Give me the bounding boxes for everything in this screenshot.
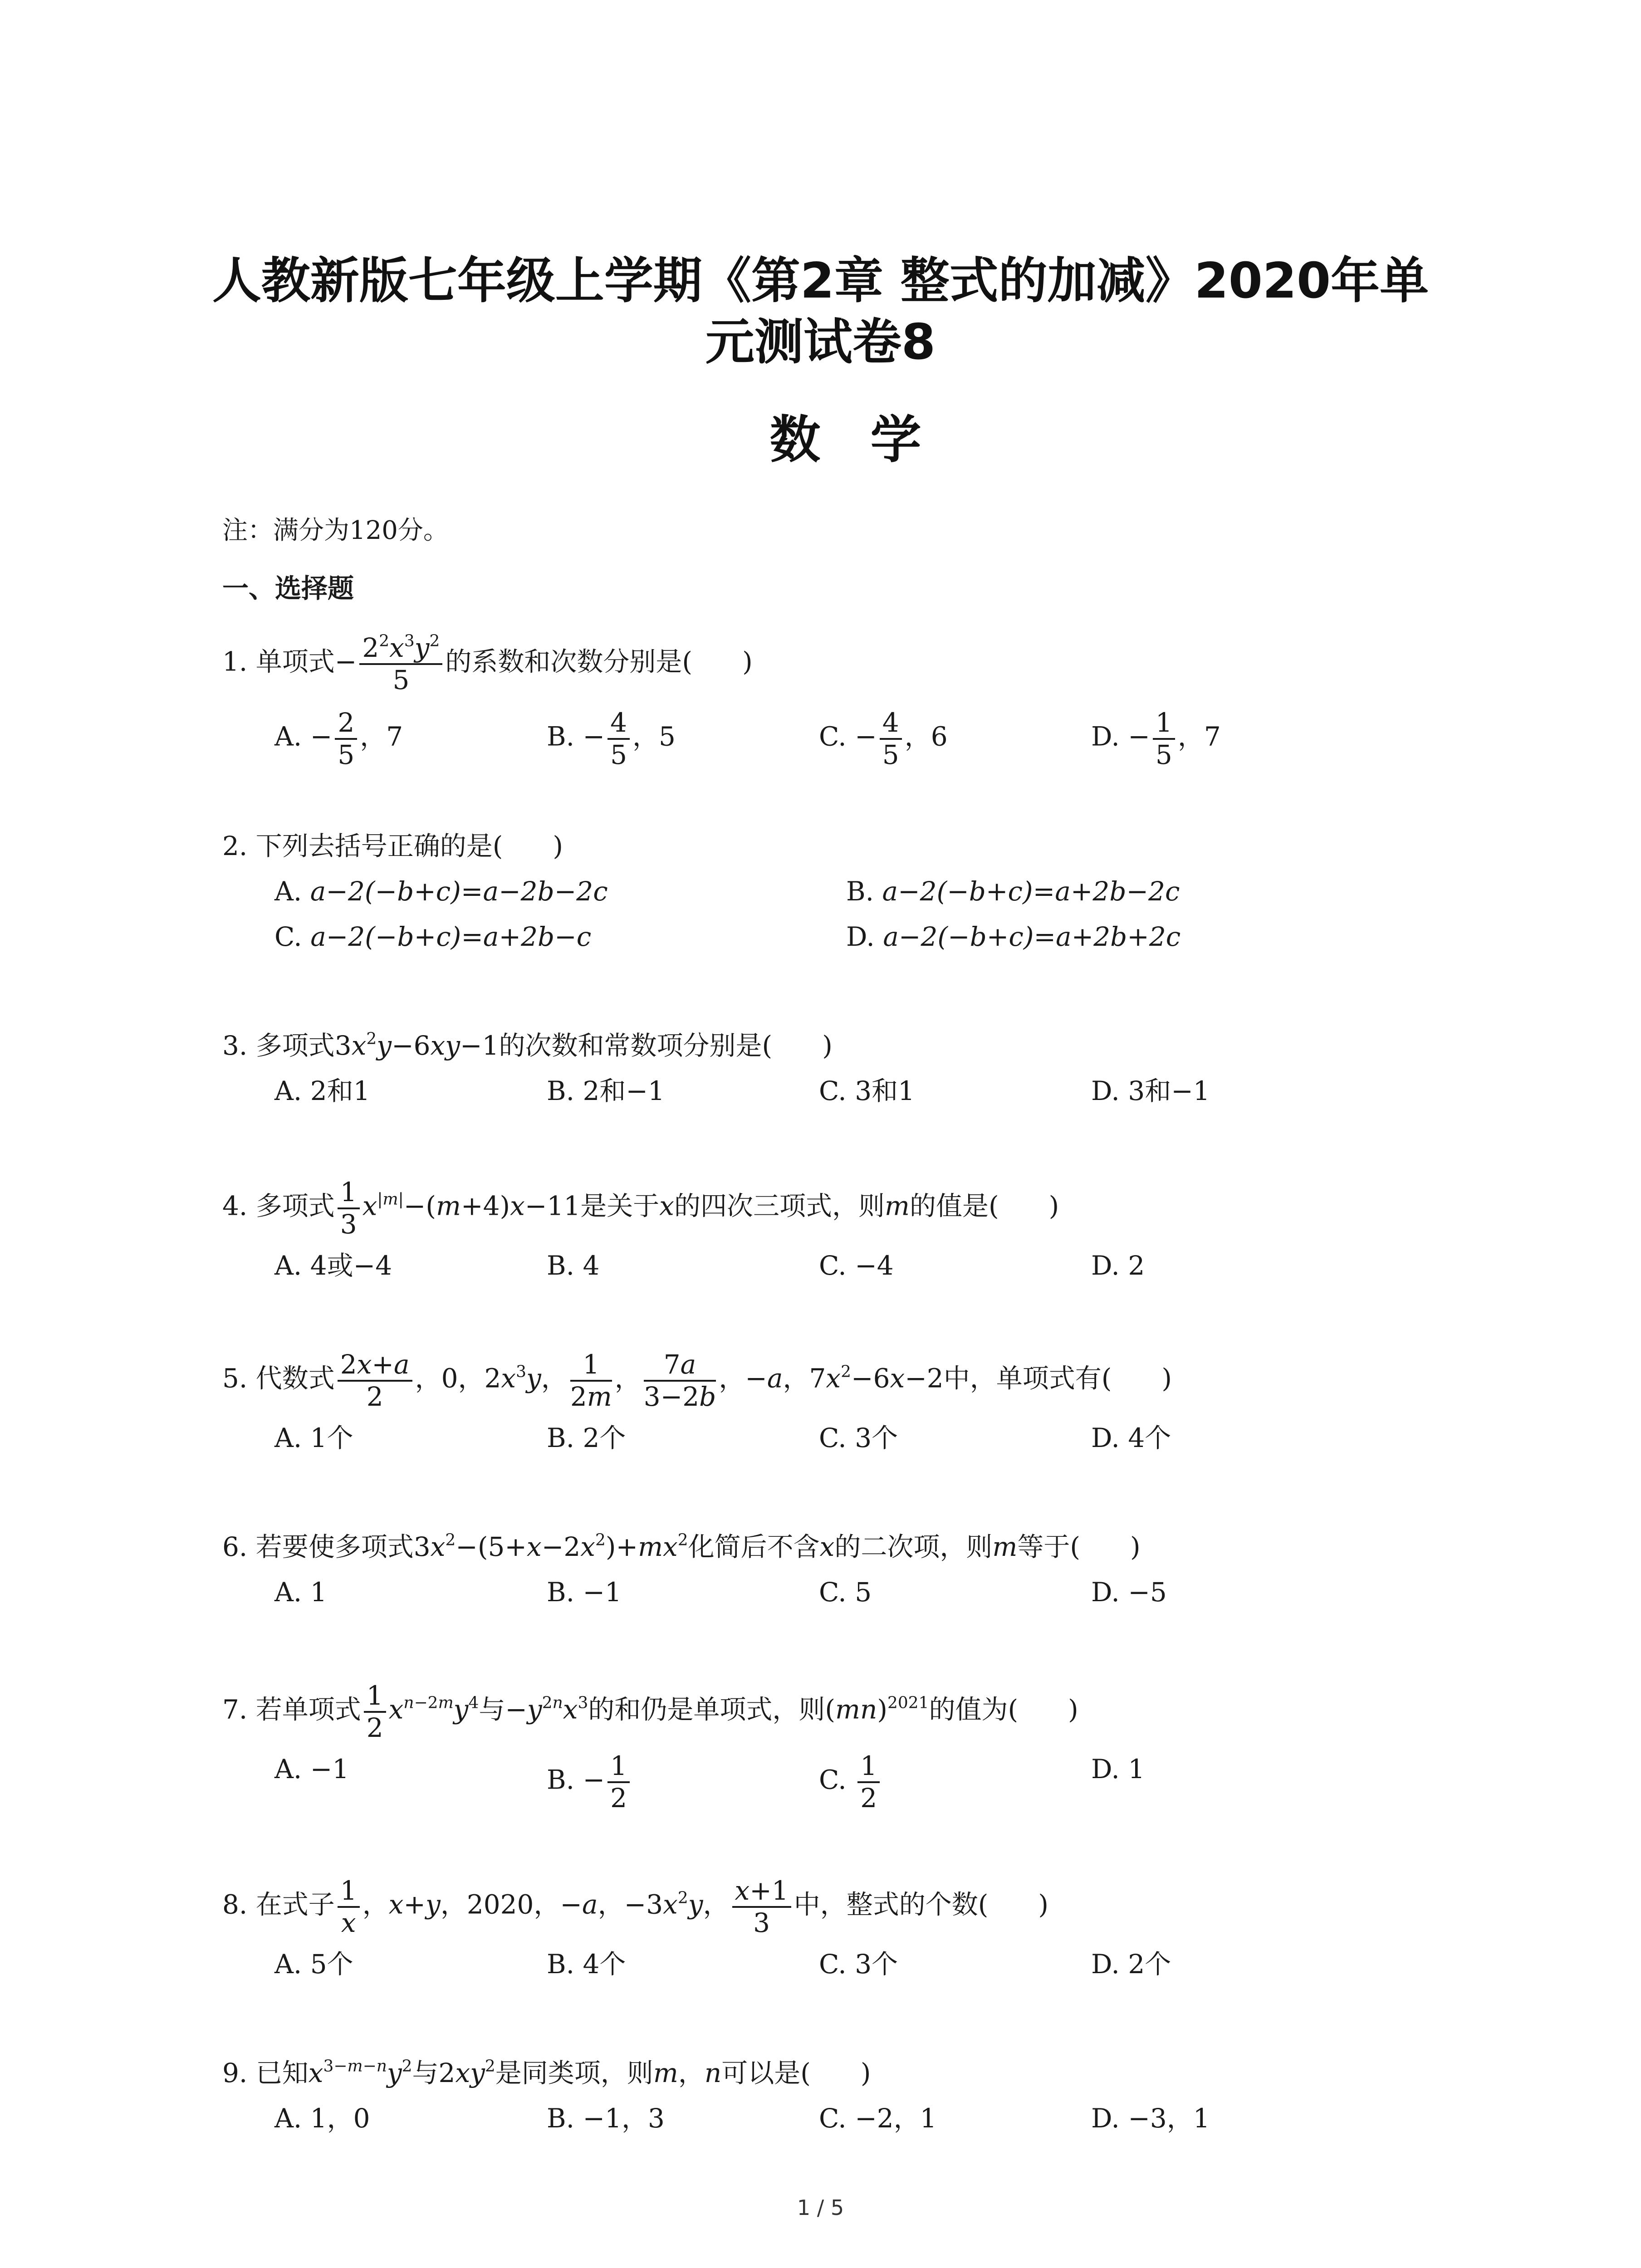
score-note: 注：满分为120分。	[222, 516, 449, 545]
question-4: 4. 多项式 $\frac{1}{3}$ $x^{|m|}-(m+4)x-11$是关于x的四次三项式，则m的值是( )	[222, 1177, 1059, 1240]
page-number: 1 / 5	[797, 2195, 844, 2220]
question-2-option-a: A. a−2(−b+c)=a−2b−2c	[274, 876, 608, 907]
question-5: 5. 代数式 $\frac{2x+a}{2}$ ，0，$2x^3y$， $\frac{1}{2m}$ ， $\frac{7a}{3-2b}$ ，−a，$7x^2-6x-2$中，单项式有( )	[222, 1349, 1172, 1412]
page-title-line-2: 元测试卷8	[705, 314, 936, 371]
subject-heading: 数学	[769, 411, 971, 469]
question-4-option-c: C. −4	[819, 1250, 894, 1281]
question-9-option-d: D. −3，1	[1091, 2103, 1210, 2134]
question-3-option-a: A. 2和1	[274, 1075, 370, 1106]
question-5-option-b: B. 2个	[547, 1422, 626, 1453]
question-6-option-d: D. −5	[1091, 1577, 1167, 1608]
question-1-option-b: B. − $\frac{4}{5}$ ，5	[547, 707, 676, 770]
question-5-option-a: A. 1个	[274, 1422, 353, 1453]
question-8-option-d: D. 2个	[1091, 1949, 1171, 1980]
question-4-option-d: D. 2	[1091, 1250, 1145, 1281]
question-9-option-c: C. −2，1	[819, 2103, 937, 2134]
question-6-option-b: B. −1	[547, 1577, 622, 1608]
question-2: 2. 下列去括号正确的是( )	[222, 831, 563, 861]
question-7-option-a: A. −1	[274, 1754, 349, 1784]
question-number: 1.	[222, 646, 248, 677]
page-title-line-1: 人教新版七年级上学期《第2章 整式的加减》2020年单	[212, 253, 1429, 309]
question-7-option-c: C. $\frac{1}{2}$	[819, 1751, 882, 1813]
question-3-option-c: C. 3和1	[819, 1075, 915, 1106]
question-7-option-b: B. − $\frac{1}{2}$	[547, 1751, 632, 1813]
question-1-option-d: D. − $\frac{1}{5}$ ，7	[1091, 707, 1221, 770]
question-8: 8. 在式子 $\frac{1}{x}$ ，x+y，2020，−a，$-3x^2y$， $\frac{x+1}{3}$ 中，整式的个数( )	[222, 1875, 1049, 1938]
question-7: 7. 若单项式 $\frac{1}{2}$ $x^{n-2m}y^4$与$-y^{2n}x^3$的和仍是单项式，则(mn)$^{2021}$的值为( )	[222, 1680, 1078, 1743]
question-8-option-b: B. 4个	[547, 1949, 626, 1980]
question-4-option-a: A. 4或−4	[274, 1250, 392, 1281]
question-1-option-c: C. − $\frac{4}{5}$ ，6	[819, 707, 948, 770]
question-9-option-a: A. 1，0	[274, 2103, 370, 2134]
question-6-option-a: A. 1	[274, 1577, 327, 1608]
question-6-option-c: C. 5	[819, 1577, 872, 1608]
question-1: 1. 单项式− $\frac{2^2x^3y^2}{5}$ 的系数和次数分别是( )	[222, 631, 753, 695]
question-2-option-c: C. a−2(−b+c)=a+2b−c	[274, 921, 592, 952]
question-8-option-a: A. 5个	[274, 1949, 353, 1980]
question-5-option-d: D. 4个	[1091, 1422, 1171, 1453]
question-3-option-d: D. 3和−1	[1091, 1075, 1210, 1106]
question-5-option-c: C. 3个	[819, 1422, 898, 1453]
question-9-option-b: B. −1，3	[547, 2103, 665, 2134]
question-3: 3. 多项式$3x^2y-6xy-1$的次数和常数项分别是( )	[222, 1029, 833, 1061]
question-3-option-b: B. 2和−1	[547, 1075, 665, 1106]
question-6: 6. 若要使多项式$3x^2-(5+x-2x^2)+mx^2$化简后不含x的二次项，则m等于( )	[222, 1530, 1141, 1562]
question-2-option-b: B. a−2(−b+c)=a+2b−2c	[846, 876, 1180, 907]
section-title: 一、选择题	[222, 573, 354, 604]
question-8-option-c: C. 3个	[819, 1949, 898, 1980]
question-4-option-b: B. 4	[547, 1250, 600, 1281]
question-1-option-a: A. − $\frac{2}{5}$ ，7	[274, 707, 403, 770]
question-2-option-d: D. a−2(−b+c)=a+2b+2c	[846, 921, 1181, 952]
question-9: 9. 已知$x^{3-m-n}y^2$与$2xy^2$是同类项，则m，n可以是( )	[222, 2057, 871, 2088]
question-7-option-d: D. 1	[1091, 1754, 1145, 1784]
